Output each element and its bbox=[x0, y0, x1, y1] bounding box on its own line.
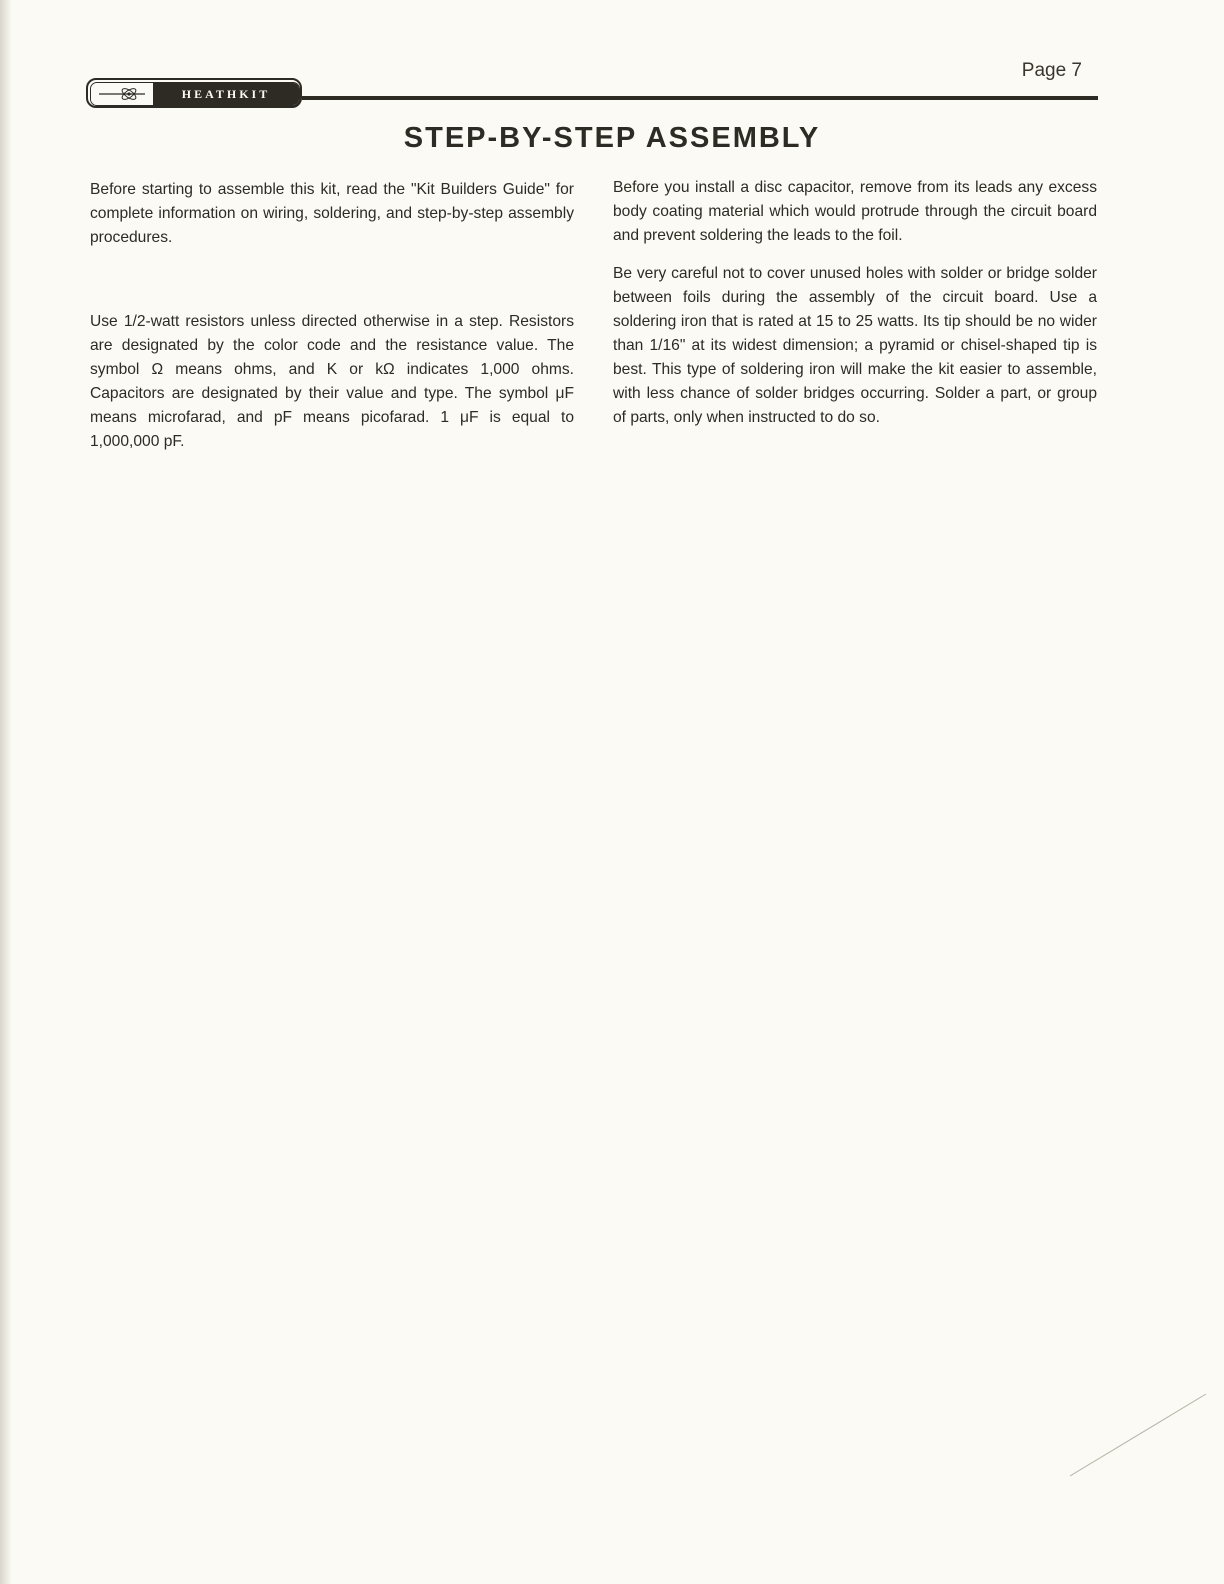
atom-emblem-icon bbox=[91, 83, 153, 105]
disc-capacitor-paragraph: Before you install a disc capacitor, remove from its leads any excess body coating material which would protrude through the circuit board and prevent soldering the leads to the foil. bbox=[613, 179, 1097, 244]
intro-paragraph: Before starting to assemble this kit, read the "Kit Builders Guide" for complete information on wiring, soldering, and step-by-step assembly procedures. bbox=[90, 181, 574, 246]
header-rule bbox=[302, 96, 1098, 100]
logo-wordmark: HEATHKIT bbox=[153, 83, 299, 105]
resistor-capacitor-paragraph: Use 1/2-watt resistors unless directed otherwise in a step. Resistors are designated by the color code and the resistance value. The symbol Ω means ohms, and K or kΩ indicates 1,000 ohms. Capacitors are designated by their value and type. The symbol μF means microfarad, and pF means picofarad. 1 μF is equal to 1,000,000 pF. bbox=[90, 313, 574, 450]
left-column bbox=[90, 178, 574, 454]
page-corner-crease bbox=[1070, 1390, 1210, 1480]
right-column bbox=[613, 176, 1097, 430]
page-title: STEP-BY-STEP ASSEMBLY bbox=[403, 122, 821, 154]
heathkit-logo bbox=[86, 78, 302, 108]
soldering-paragraph: Be very careful not to cover unused holes with solder or bridge solder between foils during the assembly of the circuit board. Use a soldering iron that is rated at 15 to 25 watts. Its tip should be no wider than 1/16" at its widest dimension; a pyramid or chisel-shaped tip is best. This type of soldering iron will make the kit easier to assemble, with less chance of solder bridges occurring. Solder a part, or group of parts, only when instructed to do so. bbox=[613, 265, 1097, 426]
page-number: Page 7 bbox=[1021, 60, 1082, 81]
page-binding-edge bbox=[0, 0, 12, 1584]
